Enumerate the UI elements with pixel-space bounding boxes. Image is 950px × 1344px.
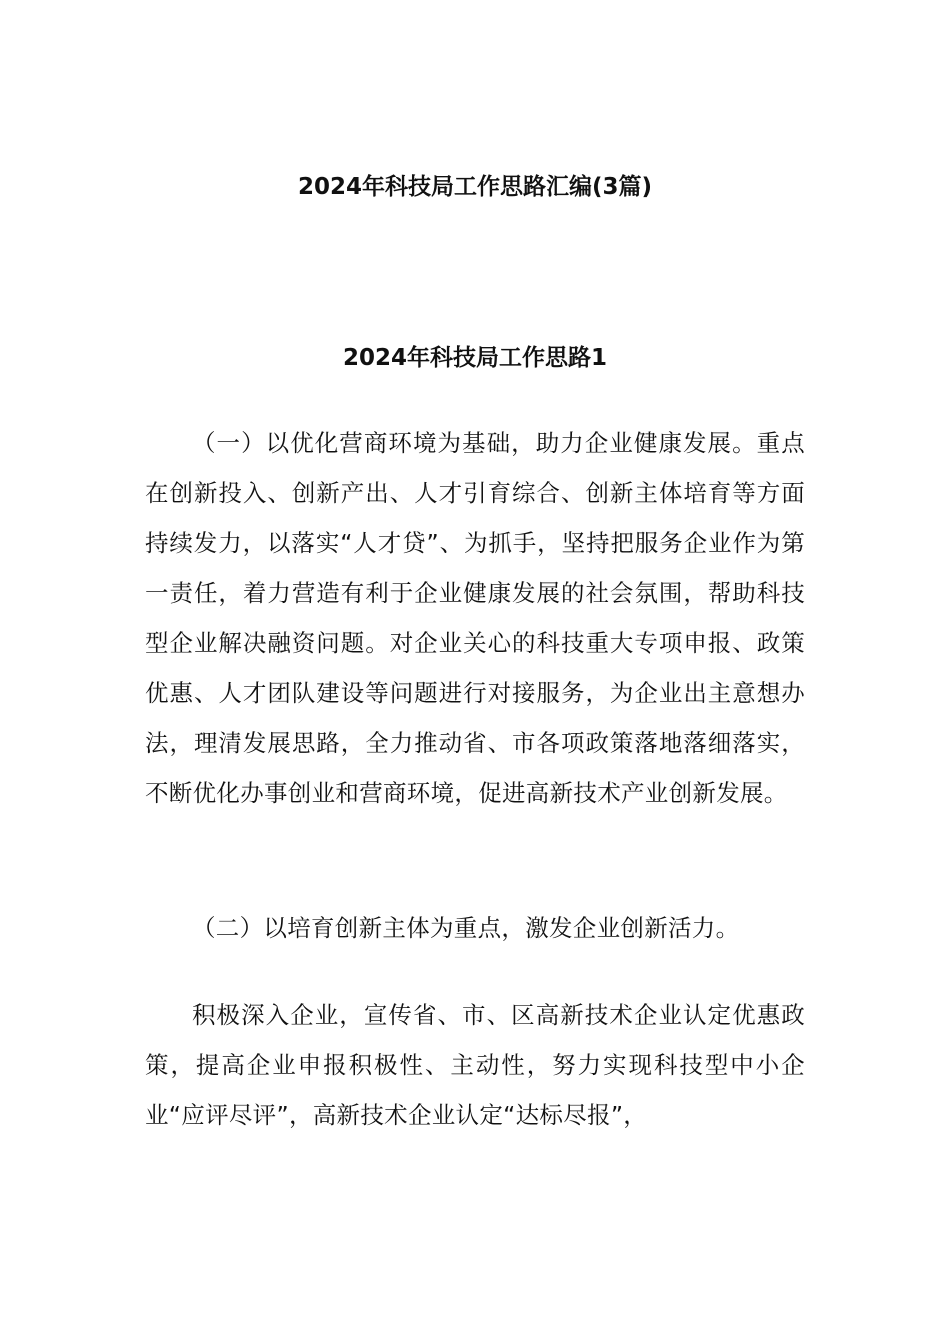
paragraph-2: （二）以培育创新主体为重点，激发企业创新活力。 — [192, 914, 740, 942]
paragraph-3: 积极深入企业，宣传省、市、区高新技术企业认定优惠政策，提高企业申报积极性、主动性，努力实现科技型中小企业“应评尽评”，高新技术企业认定“达标尽报”， — [145, 1001, 805, 1129]
document-title: 2024年科技局工作思路汇编(3篇) — [297, 174, 653, 200]
paragraph-1: （一）以优化营商环境为基础，助力企业健康发展。重点在创新投入、创新产出、人才引育综合、创新主体培育等方面持续发力，以落实“人才贷”、为抓手，坚持把服务企业作为第一责任，着力营造有利于企业健康发展的社会氛围，帮助科技型企业解决融资问题。对企业关心的科技重大专项申报、政策优惠、人才团队建设等问题进行对接服务，为企业出主意想办法，理清发展思路，全力推动省、市各项政策落地落细落实，不断优化办事创业和营商环境，促进高新技术产业创新发展。 — [145, 429, 805, 807]
section-title: 2024年科技局工作思路1 — [342, 345, 608, 371]
